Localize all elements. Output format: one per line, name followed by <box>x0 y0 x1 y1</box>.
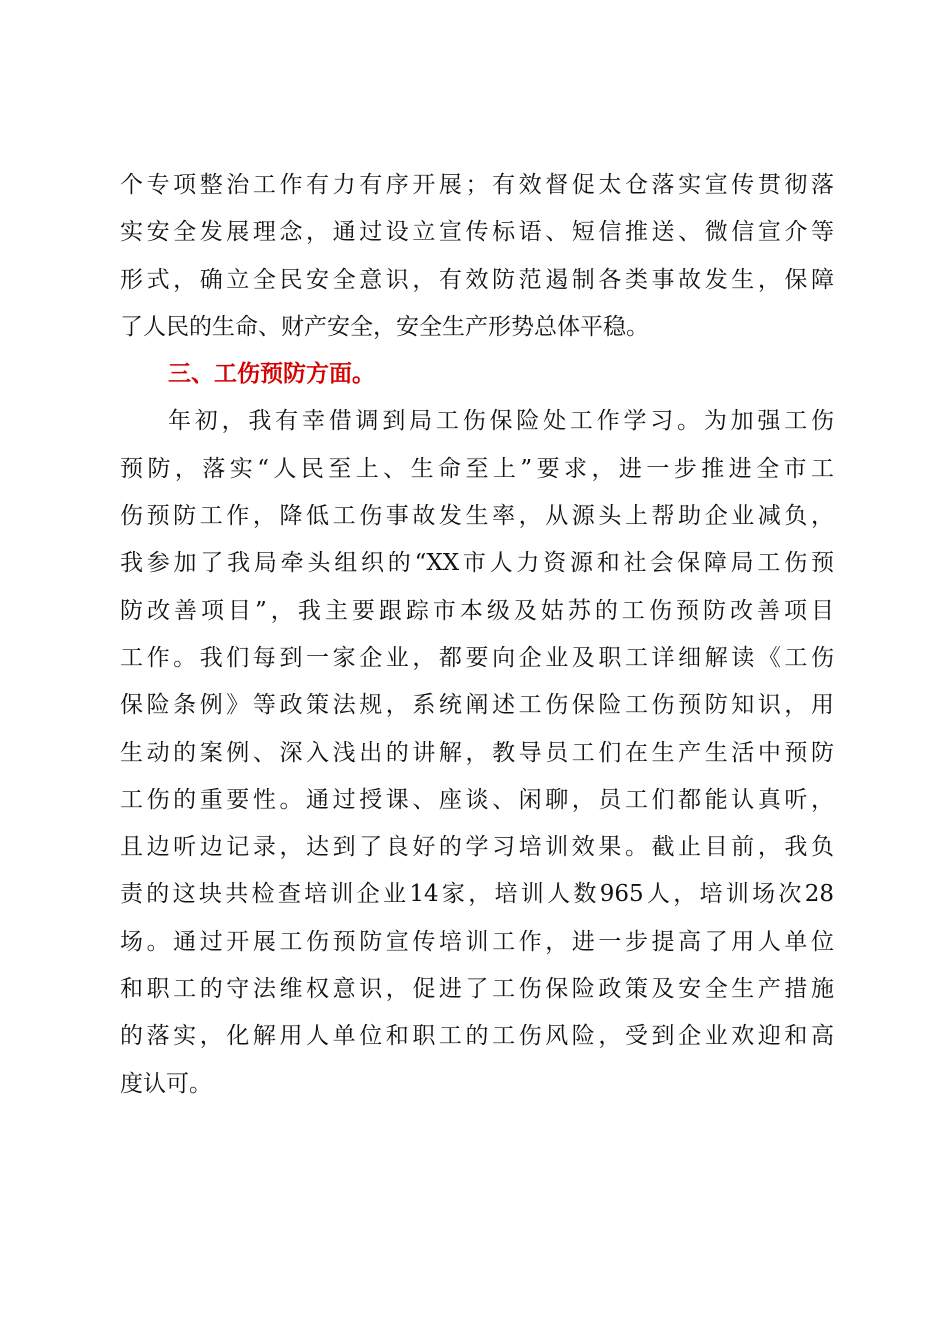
paragraph-line: 防改善项目”，我主要跟踪市本级及姑苏的工伤预防改善项目 <box>120 597 834 624</box>
paragraph-line: 场。通过开展工伤预防宣传培训工作，进一步提高了用人单位 <box>120 928 834 955</box>
paragraph-line: 我参加了我局牵头组织的“XX市人力资源和社会保障局工伤预 <box>120 550 834 577</box>
paragraph-line: 保险条例》等政策法规，系统阐述工伤保险工伤预防知识，用 <box>120 692 834 719</box>
paragraph-line: 了人民的生命、财产安全，安全生产形势总体平稳。 <box>120 313 649 340</box>
paragraph-line: 形式，确立全民安全意识，有效防范遏制各类事故发生，保障 <box>120 266 834 293</box>
paragraph-line: 工作。我们每到一家企业，都要向企业及职工详细解读《工伤 <box>120 644 834 671</box>
paragraph-line: 责的这块共检查培训企业14家，培训人数965人，培训场次28 <box>120 881 834 908</box>
paragraph-line: 实安全发展理念，通过设立宣传标语、短信推送、微信宣介等 <box>120 219 834 246</box>
paragraph-line: 的落实，化解用人单位和职工的工伤风险，受到企业欢迎和高 <box>120 1023 834 1050</box>
paragraph-line: 生动的案例、深入浅出的讲解，教导员工们在生产生活中预防 <box>120 739 834 766</box>
paragraph-line: 和职工的守法维权意识，促进了工伤保险政策及安全生产措施 <box>120 976 834 1003</box>
paragraph-line: 工伤的重要性。通过授课、座谈、闲聊，员工们都能认真听， <box>120 786 834 813</box>
paragraph-line: 年初，我有幸借调到局工伤保险处工作学习。为加强工伤 <box>168 408 834 435</box>
paragraph-line: 个专项整治工作有力有序开展；有效督促太仓落实宣传贯彻落 <box>120 172 834 198</box>
paragraph-line: 预防，落实“人民至上、生命至上”要求，进一步推进全市工 <box>120 455 834 482</box>
document-body <box>120 162 834 1108</box>
paragraph-line: 度认可。 <box>120 1070 212 1097</box>
paragraph-line: 且边听边记录，达到了良好的学习培训效果。截止目前，我负 <box>120 834 834 861</box>
section-heading: 三、工伤预防方面。 <box>168 361 375 388</box>
paragraph-line: 伤预防工作，降低工伤事故发生率，从源头上帮助企业减负， <box>120 503 834 530</box>
